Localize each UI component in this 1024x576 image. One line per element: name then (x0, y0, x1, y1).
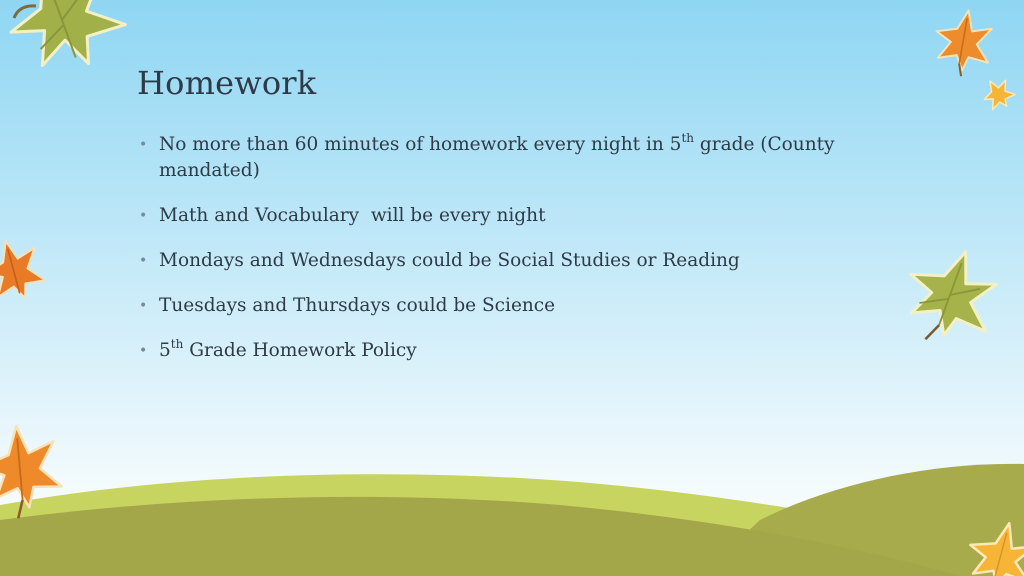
bullet-dot: • (139, 343, 148, 359)
bullet-item (138, 248, 838, 274)
orange-leaf-icon (0, 234, 48, 306)
orange-leaf-icon (0, 423, 64, 521)
bullet-dot: • (139, 137, 148, 153)
bullet-text: Mondays and Wednesdays could be Social Studies or Reading (159, 250, 740, 271)
bullet-text-continued: grade (County mandated) (159, 134, 835, 181)
bullet-dot: • (139, 298, 148, 314)
bullet-list (138, 132, 838, 383)
bullet-dot: • (139, 253, 148, 269)
slide-title: Homework (137, 64, 317, 102)
green-leaf-icon (892, 237, 1009, 358)
bullet-superscript: th (170, 336, 184, 351)
yellow-leaf-icon (961, 515, 1024, 576)
bullet-item (138, 293, 838, 319)
orange-leaf-icon (930, 6, 997, 81)
bullet-item (138, 338, 838, 364)
bullet-superscript: th (681, 130, 694, 145)
bullet-dot: • (139, 208, 148, 224)
bullet-text: 5 (159, 340, 171, 361)
yellow-leaf-icon (978, 74, 1018, 114)
bullet-item (138, 203, 838, 229)
bullet-item (138, 132, 838, 184)
bullet-text: Math and Vocabulary will be every night (159, 205, 546, 226)
bullet-text-continued: Grade Homework Policy (183, 340, 417, 361)
bullet-text: No more than 60 minutes of homework every night in 5 (159, 134, 682, 155)
bullet-text: Tuesdays and Thursdays could be Science (159, 295, 556, 316)
green-leaf-icon (0, 0, 134, 85)
